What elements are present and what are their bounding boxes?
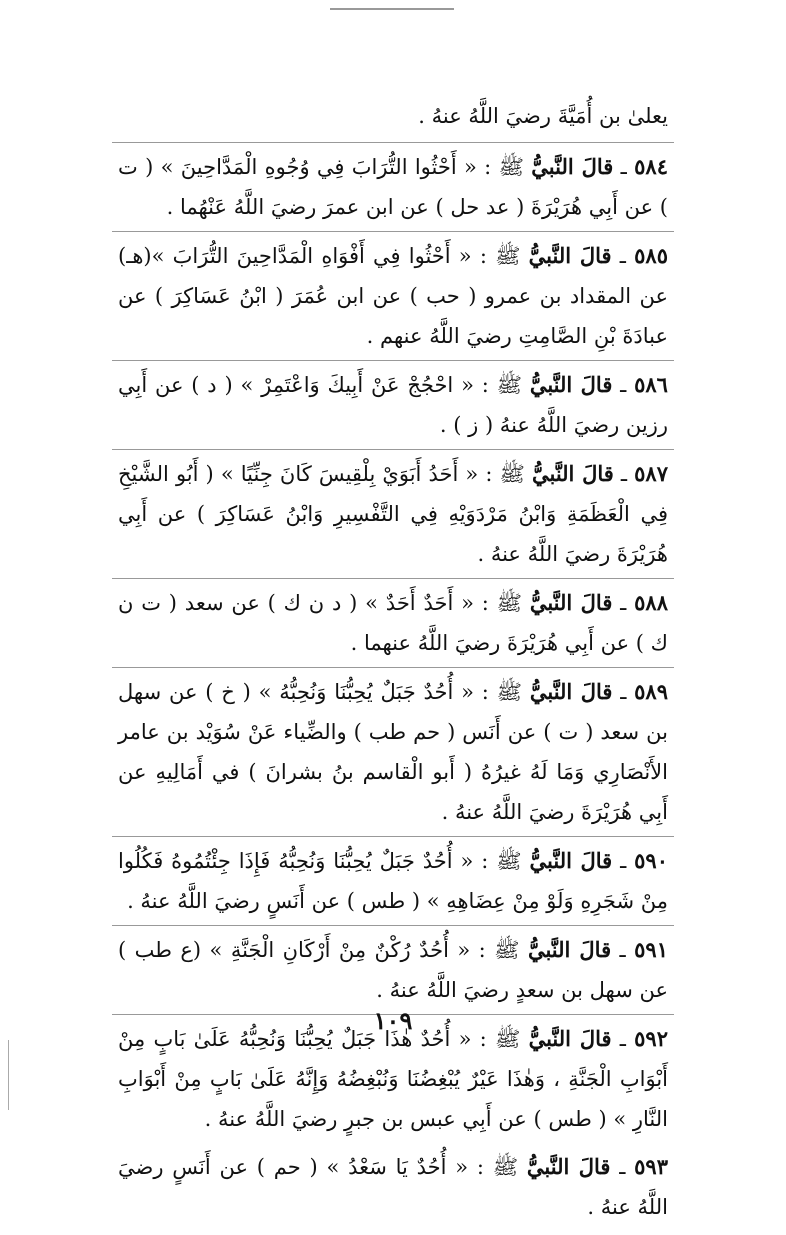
qal-label: قالَ النَّبيُّ bbox=[526, 1154, 611, 1179]
salawat-glyph: ﷺ bbox=[495, 244, 521, 268]
salawat-glyph: ﷺ bbox=[496, 680, 523, 704]
hadith-entry: ٥٨٤ ـ قالَ النَّبيُّ ﷺ : « أَحْثُوا التُّرَابَ فِي وُجُوهِ الْمَدَّاحِينَ » ( ت ) عن أَبِي هُرَيْرَةَ ( عد حل ) عن ابن عمرَ رضيَ اللَّهُ عَنْهُما . bbox=[118, 154, 668, 219]
hadith-entry: ٥٨٧ ـ قالَ النَّبيُّ ﷺ : « أَحَدُ أَبَوَيْ بِلْقِيسَ كَانَ جِنِّيًا » ( أَبُو الشَّيْخِ فِي الْعَظَمَةِ وَابْنُ مَرْدَوَيْهِ فِي التَّفْسِيرِ وَابْنُ عَسَاكِرَ ) عن أَبِي هُرَيْرَةَ رضيَ اللَّهُ عنهُ . bbox=[118, 461, 668, 566]
page-number: ١٠٩ bbox=[373, 1006, 413, 1035]
hadith-entry: ٥٨٥ ـ قالَ النَّبيُّ ﷺ : « أَحْثُوا فِي أَفْوَاهِ الْمَدَّاحِينَ التُّرَابَ »(هـ) عن المقداد بن عمرو ( حب ) عن ابن عُمَرَ ( ابْنُ عَسَاكِرَ ) عن عبادَةَ بْنِ الصَّامِتِ رضيَ اللَّهُ عنهم . bbox=[118, 243, 668, 348]
entry-text: : « أُحُدٌ جَبَلٌ يُحِبُّنَا وَنُحِبُّهُ » ( خ ) عن سهل بن سعد ( ت ) عن أَنَس ( حم طب ) والضِّياء عَنْ سُوَيْد بن عامر الأَنْصَارِي وَمَا لَهُ غيرُهُ ( أَبو الْقاسم بنُ بشرانَ ) في أَمَالِيهِ عن أَبِي هُرَيْرَةَ رضيَ اللَّهُ عنهُ . bbox=[118, 680, 668, 824]
separator bbox=[112, 360, 674, 361]
salawat-glyph: ﷺ bbox=[499, 462, 525, 486]
entry-text: : « احْجُجْ عَنْ أَبِيكَ وَاعْتَمِرْ » ( د ) عن أَبِي رزين رضيَ اللَّهُ عنهُ ( ز ) . bbox=[118, 373, 668, 437]
entry-number: ٥٩٢ bbox=[634, 1026, 668, 1051]
hadith-entry: ٥٩٠ ـ قالَ النَّبيُّ ﷺ : « أُحُدٌ جَبَلٌ يُحِبُّنَا وَنُحِبُّهُ فَإِذَا جِئْتُمُوهُ فَكُلُوا مِنْ شَجَرِهِ وَلَوْ مِنْ عِضَاهِهِ » ( طس ) عن أَنَسٍ رضيَ اللَّهُ عنهُ . bbox=[118, 848, 668, 913]
separator bbox=[112, 667, 674, 668]
qal-label: قالَ النَّبيُّ bbox=[528, 243, 612, 268]
hadith-entry: ٥٩١ ـ قالَ النَّبيُّ ﷺ : « أُحُدٌ رُكْنٌ مِنْ أَرْكَانِ الْجَنَّةِ » (ع طب ) عن سهل بن سعدٍ رضيَ اللَّهُ عنهُ . bbox=[118, 937, 668, 1002]
qal-label: قالَ النَّبيُّ bbox=[531, 154, 614, 179]
top-rule bbox=[330, 8, 454, 10]
hadith-entry: ٥٨٩ ـ قالَ النَّبيُّ ﷺ : « أُحُدٌ جَبَلٌ يُحِبُّنَا وَنُحِبُّهُ » ( خ ) عن سهل بن سعد ( ت ) عن أَنَس ( حم طب ) والضِّياء عَنْ سُوَيْد بن عامر الأَنْصَارِي وَمَا لَهُ غيرُهُ ( أَبو الْقاسم بنُ بشرانَ ) في أَمَالِيهِ عن أَبِي هُرَيْرَةَ رضيَ اللَّهُ عنهُ . bbox=[118, 679, 668, 824]
qal-label: قالَ النَّبيُّ bbox=[529, 372, 613, 397]
entry-number: ٥٨٨ bbox=[634, 590, 668, 615]
salawat-glyph: ﷺ bbox=[496, 849, 522, 873]
hadith-entry: ٥٩٢ ـ قالَ النَّبيُّ ﷺ : « أُحُدٌ هٰذَا جَبَلٌ يُحِبُّنَا وَنُحِبُّهُ عَلَىٰ بَابٍ مِنْ أَبْوَابِ الْجَنَّةِ ، وَهٰذَا عَيْرٌ يُبْغِضُنَا وَنُبْغِضُهُ وَإِنَّهُ عَلَىٰ بَابٍ مِنْ أَبْوَابِ النَّارِ » ( طس ) عن أَبِي عبس بن جبرٍ رضيَ اللَّهُ عنهُ . bbox=[118, 1026, 669, 1131]
salawat-glyph: ﷺ bbox=[492, 1155, 519, 1179]
scan-edge bbox=[8, 1040, 9, 1110]
entry-text: : « أَحْثُوا التُّرَابَ فِي وُجُوهِ الْمَدَّاحِينَ » ( ت ) عن أَبِي هُرَيْرَةَ ( عد حل ) عن ابن عمرَ رضيَ اللَّهُ عَنْهُما . bbox=[118, 155, 668, 219]
entry-number: ٥٨٥ bbox=[634, 243, 668, 268]
separator bbox=[112, 836, 674, 837]
entry-number: ٥٨٧ bbox=[634, 461, 668, 486]
entry-number: ٥٨٤ bbox=[634, 154, 668, 179]
separator bbox=[112, 578, 674, 579]
salawat-glyph: ﷺ bbox=[494, 1027, 521, 1051]
salawat-glyph: ﷺ bbox=[494, 938, 520, 962]
qal-label: قالَ النَّبيُّ bbox=[529, 848, 613, 873]
salawat-glyph: ﷺ bbox=[496, 591, 523, 615]
entry-text: : « أُحُدٌ رُكْنٌ مِنْ أَرْكَانِ الْجَنَّةِ » (ع طب ) عن سهل بن سعدٍ رضيَ اللَّهُ عنهُ . bbox=[118, 938, 668, 1002]
separator bbox=[112, 449, 674, 450]
salawat-glyph: ﷺ bbox=[498, 155, 524, 179]
entry-text: : « أُحُدٌ هٰذَا جَبَلٌ يُحِبُّنَا وَنُحِبُّهُ عَلَىٰ بَابٍ مِنْ أَبْوَابِ الْجَنَّةِ ، وَهٰذَا عَيْرٌ يُبْغِضُنَا وَنُبْغِضُهُ وَإِنَّهُ عَلَىٰ بَابٍ مِنْ أَبْوَابِ النَّارِ » ( طس ) عن أَبِي عبس بن جبرٍ رضيَ اللَّهُ عنهُ . bbox=[118, 1027, 669, 1131]
entry-number: ٥٩١ bbox=[634, 937, 668, 962]
qal-label: قالَ النَّبيُّ bbox=[528, 1026, 612, 1051]
entry-text: : « أَحَدُ أَبَوَيْ بِلْقِيسَ كَانَ جِنِّيًا » ( أَبُو الشَّيْخِ فِي الْعَظَمَةِ وَابْنُ مَرْدَوَيْهِ فِي التَّفْسِيرِ وَابْنُ عَسَاكِرَ ) عن أَبِي هُرَيْرَةَ رضيَ اللَّهُ عنهُ . bbox=[118, 462, 668, 566]
entry-text: : « أُحُدٌ يَا سَعْدُ » ( حم ) عن أَنَسٍ رضيَ اللَّهُ عنهُ . bbox=[118, 1155, 668, 1219]
qal-label: قالَ النَّبيُّ bbox=[527, 937, 612, 962]
salawat-glyph: ﷺ bbox=[496, 373, 522, 397]
hadith-entry: ٥٩٣ ـ قالَ النَّبيُّ ﷺ : « أُحُدٌ يَا سَعْدُ » ( حم ) عن أَنَسٍ رضيَ اللَّهُ عنهُ . bbox=[118, 1154, 668, 1219]
qal-label: قالَ النَّبيُّ bbox=[529, 679, 613, 704]
separator bbox=[112, 231, 674, 232]
separator bbox=[112, 925, 674, 926]
opening-line: يعلىٰ بن أُمَيَّةَ رضيَ اللَّهُ عنهُ . bbox=[418, 104, 668, 128]
hadith-entry: ٥٨٨ ـ قالَ النَّبيُّ ﷺ : « أَحَدٌ أَحَدٌ » ( د ن ك ) عن سعد ( ت ن ك ) عن أَبِي هُرَيْرَةَ رضيَ اللَّهُ عنهما . bbox=[118, 590, 668, 655]
entry-number: ٥٩٠ bbox=[634, 848, 668, 873]
hadith-entry: ٥٨٦ ـ قالَ النَّبيُّ ﷺ : « احْجُجْ عَنْ أَبِيكَ وَاعْتَمِرْ » ( د ) عن أَبِي رزين رضيَ اللَّهُ عنهُ ( ز ) . bbox=[118, 372, 668, 437]
entry-number: ٥٩٣ bbox=[634, 1154, 668, 1179]
qal-label: قالَ النَّبيُّ bbox=[529, 590, 613, 615]
hadith-page bbox=[118, 96, 668, 1235]
entry-number: ٥٨٦ bbox=[634, 372, 668, 397]
entry-number: ٥٨٩ bbox=[634, 679, 668, 704]
entry-text: : « أَحْثُوا فِي أَفْوَاهِ الْمَدَّاحِينَ التُّرَابَ »(هـ) عن المقداد بن عمرو ( حب ) عن ابن عُمَرَ ( ابْنُ عَسَاكِرَ ) عن عبادَةَ بْنِ الصَّامِتِ رضيَ اللَّهُ عنهم . bbox=[118, 244, 668, 348]
entry-text: : « أَحَدٌ أَحَدٌ » ( د ن ك ) عن سعد ( ت ن ك ) عن أَبِي هُرَيْرَةَ رضيَ اللَّهُ عنهما . bbox=[118, 591, 668, 655]
qal-label: قالَ النَّبيُّ bbox=[531, 461, 614, 486]
separator bbox=[112, 142, 674, 143]
entry-text: : « أُحُدٌ جَبَلٌ يُحِبُّنَا وَنُحِبُّهُ فَإِذَا جِئْتُمُوهُ فَكُلُوا مِنْ شَجَرِهِ وَلَوْ مِنْ عِضَاهِهِ » ( طس ) عن أَنَسٍ رضيَ اللَّهُ عنهُ . bbox=[118, 849, 668, 913]
